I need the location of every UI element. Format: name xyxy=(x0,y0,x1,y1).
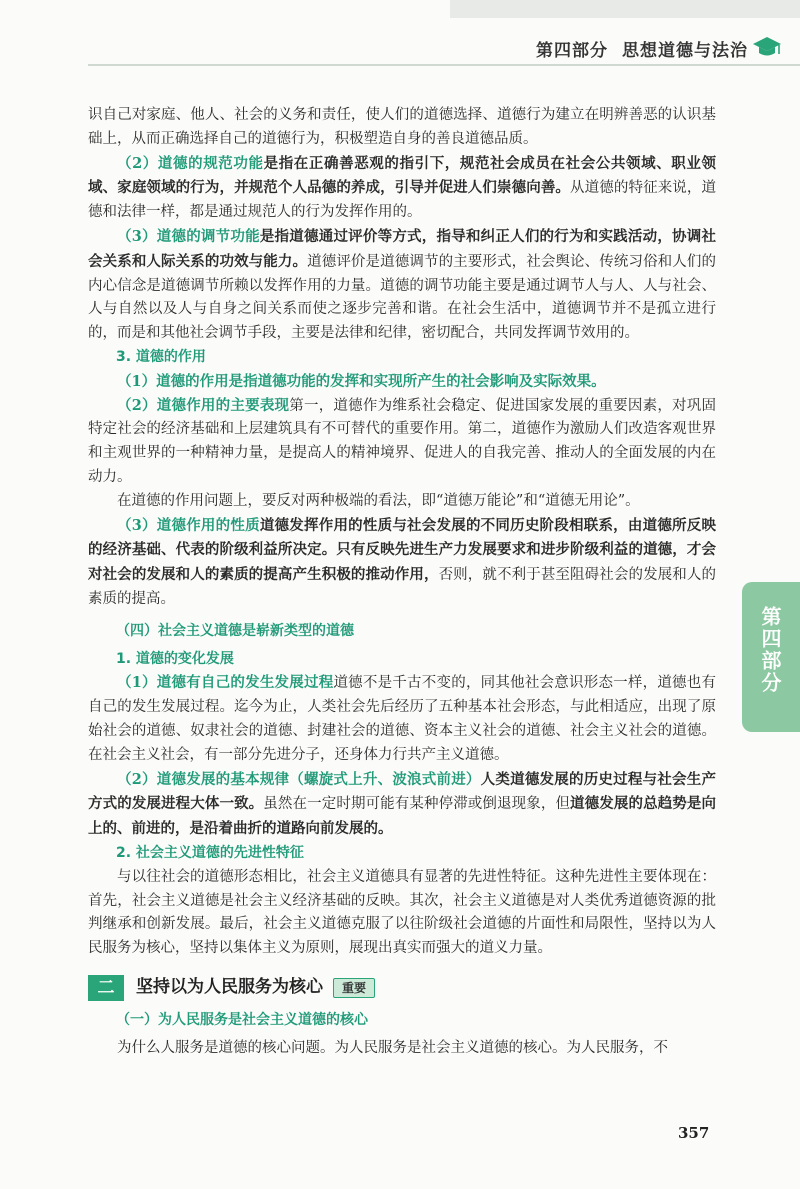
subsection-heading: 2. 社会主义道德的先进性特征 xyxy=(116,844,304,861)
key-text: 人类道德发展的历史过程与社会生产方式的发展进程大体一致。 xyxy=(88,770,716,813)
paragraph xyxy=(88,671,716,767)
term-label: （2）道德作用的主要表现 xyxy=(117,396,290,414)
body-text: 否则，就不利于甚至阻碍社会的发展和人的素质的提高。 xyxy=(88,567,717,607)
paragraph xyxy=(88,768,716,842)
page-content xyxy=(88,104,716,1060)
header-part: 第四部分 xyxy=(536,41,608,61)
side-tab-label: 第四部分 xyxy=(758,606,782,694)
header-title: 思想道德与法治 xyxy=(622,41,748,61)
body-text: 从道德的特征来说，道德和法律一样，都是通过规范人的行为发挥作用的。 xyxy=(88,180,717,221)
key-text: 是指道德通过评价等方式，指导和纠正人们的行为和实践活动，协调社会关系和人际关系的功效与能力。 xyxy=(88,227,717,270)
body-text: 第一，道德作为维系社会稳定、促进国家发展的重要因素，对巩固特定社会的经济基础和上层建筑具有不可替代的重要作用。第二，道德作为激励人们改造客观世界和主观世界的一种精神力量，是提高人的精神境界、促进人的自我完善、推动人的全面发展的内在动力。 xyxy=(88,397,716,485)
subsection-heading: 3. 道德的作用 xyxy=(116,348,206,365)
subsection-heading: 1. 道德的变化发展 xyxy=(116,650,234,667)
importance-tag: 重要 xyxy=(333,978,375,998)
body-text: 道德评价是道德调节的主要形式，社会舆论、传统习俗和人们的内心信念是道德调节所赖以发挥作用的力量。道德的调节功能主要是通过调节人与人、人与社会、人与自然以及人与自身之间关系而使之逐步完善和谐。在社会生活中，道德调节并不是孤立进行的，而是和其他社会调节手段，主要是法律和纪律，密切配合，共同发挥调节效用的。 xyxy=(88,253,716,342)
term-label: （3）道德作用的性质 xyxy=(117,516,260,534)
paragraph xyxy=(88,394,716,490)
section-heading: （四）社会主义道德是崭新类型的道德 xyxy=(116,622,354,639)
paragraph xyxy=(88,514,716,612)
paragraph: 与以往社会的道德形态相比，社会主义道德具有显著的先进性特征。这种先进性主要体现在：首先，社会主义道德是社会主义经济基础的反映。其次，社会主义道德是对人类优秀道德资源的批判继承和创新发展。最后，社会主义道德克服了以往阶级社会道德的片面性和局限性，坚持以为人民服务为核心，坚持以集体主义为原则，展现出真实而强大的道义力量。 xyxy=(88,868,716,957)
body-text: 道德不是千古不变的，同其他社会意识形态一样，道德也有自己的发生发展过程。迄今为止，人类社会先后经历了五种基本社会形态，与此相适应，出现了原始社会的道德、奴隶社会的道德、封建社会的道德、资本主义社会的道德、社会主义社会的道德。在社会主义社会，有一部分先进分子，还身体力行共产主义道德。 xyxy=(88,675,717,763)
key-text: 道德发挥作用的性质与社会发展的不同历史阶段相联系，由道德所反映的经济基础、代表的阶级利益所决定。只有反映先进生产力发展要求和进步阶级利益的道德，才会对社会的发展和人的素质的提高产生积极的推动作用， xyxy=(88,516,717,584)
section-title: 坚持以为人民服务为核心 xyxy=(136,976,323,997)
paragraph xyxy=(88,225,716,346)
section-heading: （一）为人民服务是社会主义道德的核心 xyxy=(116,1011,368,1028)
major-section-heading xyxy=(88,975,716,1001)
term-label: （3）道德的调节功能 xyxy=(117,227,260,245)
term-label: （2）道德发展的基本规律（螺旋式上升、波浪式前进） xyxy=(117,770,481,788)
paragraph xyxy=(88,152,716,225)
page-number: 357 xyxy=(678,1124,710,1142)
key-text: 是指在正确善恶观的指引下，规范社会成员在社会公共领域、职业领域、家庭领域的行为，并规范个人品德的养成，引导并促进人们崇德向善。 xyxy=(88,154,716,197)
key-text: 道德发展的总趋势是向上的、前进的，是沿着曲折的道路向前发展的。 xyxy=(88,795,717,838)
graduation-cap-icon xyxy=(752,34,782,60)
running-header xyxy=(536,36,748,61)
paragraph: 为什么人服务是道德的核心问题。为人民服务是社会主义道德的核心。为人民服务，不 xyxy=(117,1039,668,1056)
paragraph: 识自己对家庭、他人、社会的义务和责任，使人们的道德选择、道德行为建立在明辨善恶的认识基础上，从而正确选择自己的道德行为，积极塑造自身的善良道德品质。 xyxy=(88,107,716,147)
paragraph: （1）道德的作用是指道德功能的发挥和实现所产生的社会影响及实际效果。 xyxy=(117,372,606,390)
top-edge-strip xyxy=(450,0,800,18)
paragraph: 在道德的作用问题上，要反对两种极端的看法，即“道德万能论”和“道德无用论”。 xyxy=(117,492,640,509)
section-number-badge: 二 xyxy=(88,975,124,1001)
header-rule xyxy=(88,64,800,66)
chapter-side-tab xyxy=(742,582,800,732)
term-label: （2）道德的规范功能 xyxy=(117,154,264,172)
term-label: （1）道德有自己的发生发展过程 xyxy=(117,674,334,692)
body-text: 虽然在一定时期可能有某种停滞或倒退现象，但 xyxy=(263,796,571,813)
